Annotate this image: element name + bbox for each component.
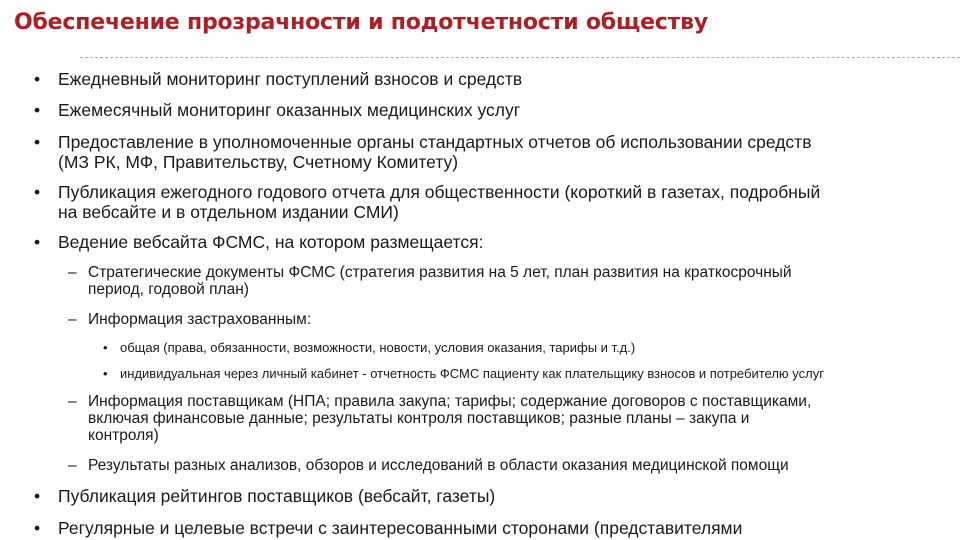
bullet-text: Публикация ежегодного годового отчета для общественности (короткий в газетах, подробный (58, 182, 821, 202)
sub-item-text: Информация застрахованным: (88, 311, 312, 328)
sub-sub-item-marker: • (103, 366, 108, 381)
bullet-marker: • (34, 182, 41, 202)
sub-sub-item-text: индивидуальная через личный кабинет - отчетность ФСМС пациенту как плательщику взносов и потребителю услуг (120, 366, 824, 381)
sub-item-text: контроля) (88, 427, 159, 444)
sub-sub-item-text: общая (права, обязанности, возможности, новости, условия оказания, тарифы и т.д.) (120, 340, 636, 355)
sub-item-text: период, годовой план) (88, 281, 249, 298)
sub-item-marker: – (68, 311, 77, 328)
bullet-text: Регулярные и целевые встречи с заинтересованными сторонами (представителями (58, 518, 743, 538)
sub-item-marker: – (68, 264, 77, 281)
sub-item-text: Стратегические документы ФСМС (стратегия развития на 5 лет, план развития на краткосрочный (88, 264, 792, 281)
bullet-text: Ежедневный мониторинг поступлений взносов и средств (58, 69, 523, 89)
bullet-marker: • (34, 132, 41, 152)
bullet-marker: • (34, 232, 41, 252)
bullet-marker: • (34, 518, 41, 538)
sub-sub-item-marker: • (103, 340, 108, 355)
sub-item-text: Результаты разных анализов, обзоров и исследований в области оказания медицинской помощи (88, 457, 789, 474)
sub-item-text: Информация поставщикам (НПА; правила закупа; тарифы; содержание договоров с поставщиками, (88, 393, 812, 410)
sub-item-marker: – (68, 457, 77, 474)
page-title: Обеспечение прозрачности и подотчетности обществу (14, 10, 709, 35)
bullet-marker: • (34, 486, 41, 506)
bullet-text: Предоставление в уполномоченные органы стандартных отчетов об использовании средств (58, 132, 812, 152)
sub-item-text: включая финансовые данные; результаты контроля поставщиков; разные планы – закупа и (88, 410, 750, 427)
sub-item-marker: – (68, 393, 77, 410)
bullet-text: Ведение вебсайта ФСМС, на котором размещается: (58, 232, 484, 252)
bullet-marker: • (34, 100, 41, 120)
bullet-text: (МЗ РК, МФ, Правительству, Счетному Комитету) (58, 152, 459, 172)
bullet-text: Публикация рейтингов поставщиков (вебсайт, газеты) (58, 486, 496, 506)
bullet-text: на вебсайте и в отдельном издании СМИ) (58, 202, 399, 222)
bullet-text: Ежемесячный мониторинг оказанных медицинских услуг (58, 100, 521, 120)
title-divider (80, 57, 960, 58)
bullet-marker: • (34, 69, 41, 89)
